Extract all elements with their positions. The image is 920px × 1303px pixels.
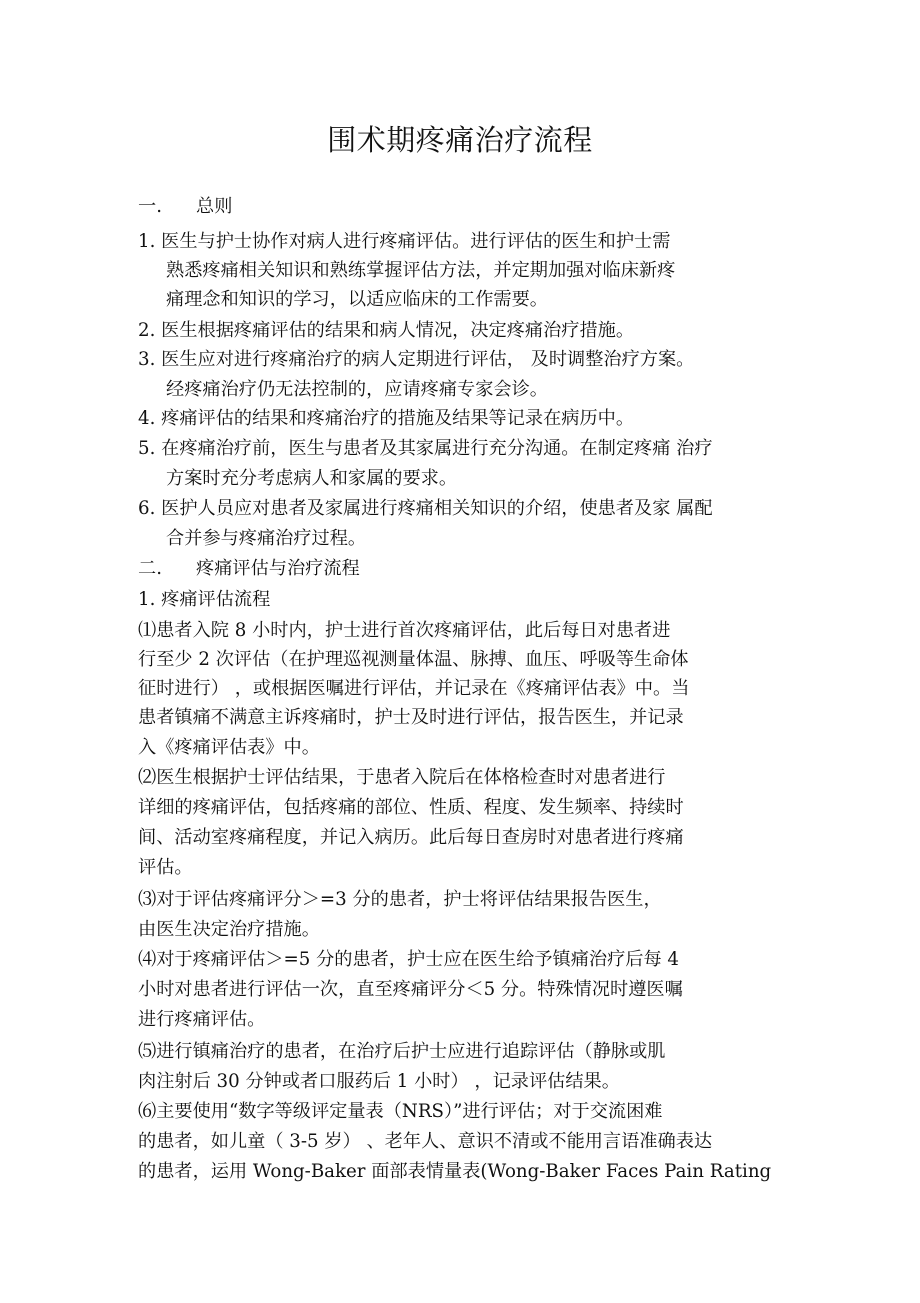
paragraph-line: 6. 医护人员应对患者及家属进行疼痛相关知识的介绍，使患者及家 属配	[138, 498, 713, 519]
paragraph-line: 3. 医生应对进行疼痛治疗的病人定期进行评估， 及时调整治疗方案。	[138, 349, 695, 370]
paragraph-line: 进行疼痛评估。	[138, 1009, 266, 1030]
paragraph-line: ⑵医生根据护士评估结果，于患者入院后在体格检查时对患者进行	[138, 767, 666, 788]
paragraph-line: 由医生决定治疗措施。	[138, 919, 320, 940]
paragraph-line: 小时对患者进行评估一次，直至疼痛评分＜5 分。特殊情况时遵医嘱	[138, 979, 683, 1000]
paragraph-line: 详细的疼痛评估，包括疼痛的部位、性质、程度、发生频率、持续时	[138, 797, 684, 818]
paragraph-line: 2. 医生根据疼痛评估的结果和病人情况，决定疼痛治疗措施。	[138, 320, 635, 341]
paragraph-line: ⑹主要使用“数字等级评定量表（NRS）”进行评估；对于交流困难	[138, 1101, 663, 1122]
paragraph-line: ⑸进行镇痛治疗的患者，在治疗后护士应进行追踪评估（静脉或肌	[138, 1041, 666, 1062]
paragraph-line: 间、活动室疼痛程度，并记入病历。此后每日查房时对患者进行疼痛	[138, 827, 684, 848]
paragraph-line: 的患者，如儿童（ 3-5 岁） 、老年人、意识不清或不能用言语准确表达	[138, 1131, 713, 1152]
paragraph-line: 行至少 2 次评估（在护理巡视测量体温、脉搏、血压、呼吸等生命体	[138, 649, 689, 670]
paragraph-line: 患者镇痛不满意主诉疼痛时，护士及时进行评估，报告医生，并记录	[138, 707, 684, 728]
paragraph-line: 4. 疼痛评估的结果和疼痛治疗的措施及结果等记录在病历中。	[138, 408, 635, 429]
section-heading-2: 二. 疼痛评估与治疗流程	[138, 558, 360, 579]
paragraph-line: 经疼痛治疗仍无法控制的，应请疼痛专家会诊。	[166, 379, 548, 400]
paragraph-line: 熟悉疼痛相关知识和熟练掌握评估方法，并定期加强对临床新疼	[166, 260, 676, 281]
paragraph-line: 方案时充分考虑病人和家属的要求。	[166, 468, 458, 489]
paragraph-line: 入《疼痛评估表》中。	[138, 737, 320, 758]
paragraph-line: 1. 医生与护士协作对病人进行疼痛评估。进行评估的医生和护士需	[138, 231, 671, 252]
document-title: 围术期疼痛治疗流程	[327, 123, 593, 157]
section-heading-1: 一. 总则	[138, 196, 233, 217]
subsection-heading: 1. 疼痛评估流程	[138, 589, 271, 610]
paragraph-line: ⑷对于疼痛评估＞=5 分的患者，护士应在医生给予镇痛治疗后每 4	[138, 949, 680, 970]
paragraph-line: 评估。	[138, 857, 193, 878]
paragraph-line: 5. 在疼痛治疗前，医生与患者及其家属进行充分沟通。在制定疼痛 治疗	[138, 438, 713, 459]
paragraph-line: 合并参与疼痛治疗过程。	[166, 528, 367, 549]
paragraph-line: ⑴患者入院 8 小时内，护士进行首次疼痛评估，此后每日对患者进	[138, 620, 671, 641]
paragraph-line: 的患者，运用 Wong-Baker 面部表情量表(Wong-Baker Faces Pain Rating	[138, 1161, 772, 1182]
paragraph-line: 痛理念和知识的学习，以适应临床的工作需要。	[166, 289, 548, 310]
paragraph-line: ⑶对于评估疼痛评分＞=3 分的患者，护士将评估结果报告医生，	[138, 889, 662, 910]
paragraph-line: 肉注射后 30 分钟或者口服药后 1 小时） ，记录评估结果。	[138, 1071, 620, 1092]
paragraph-line: 征时进行） ，或根据医嘱进行评估，并记录在《疼痛评估表》中。当	[138, 678, 690, 699]
